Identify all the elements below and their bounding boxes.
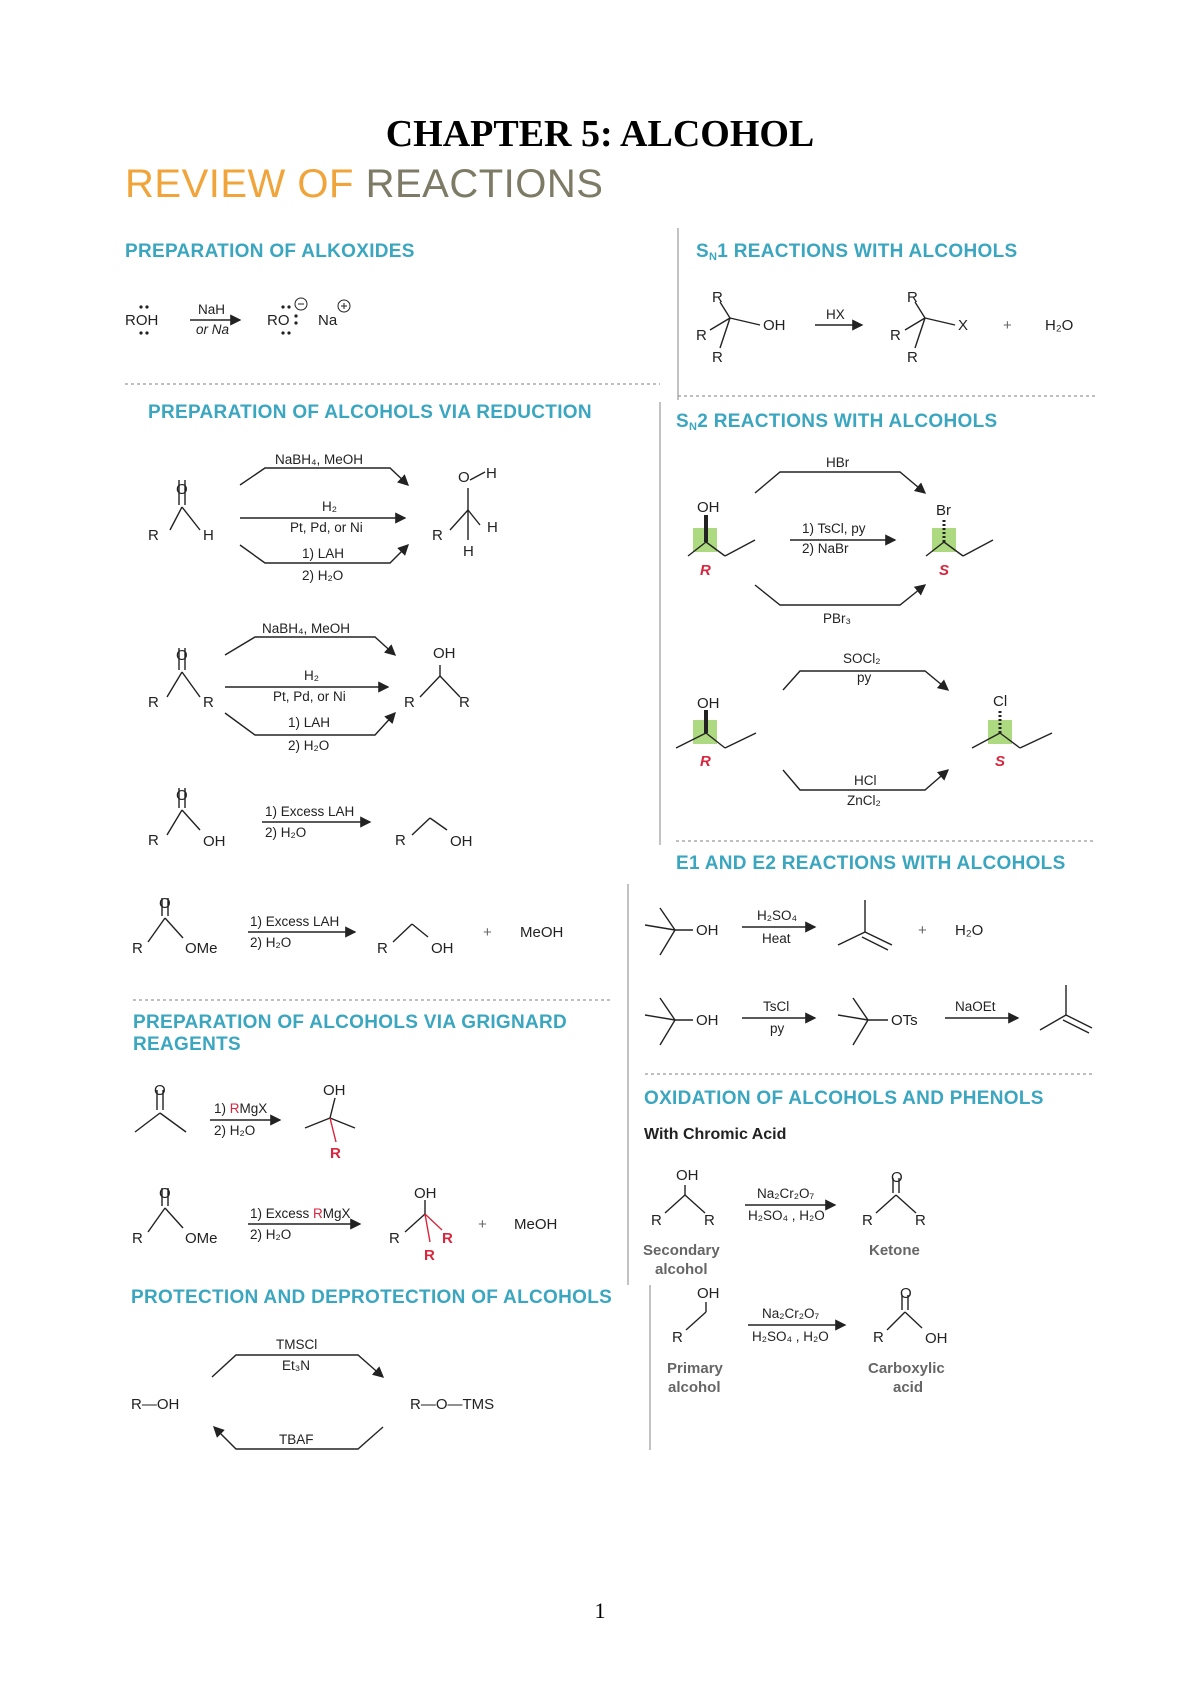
sn2-chloride bbox=[676, 651, 1052, 808]
ox1-prod-oh: OH bbox=[925, 1330, 948, 1347]
ket-r2: R bbox=[203, 694, 214, 711]
sn2-oh: OH bbox=[697, 499, 720, 516]
hcl-label: HCl bbox=[854, 773, 877, 788]
e1-heat: Heat bbox=[762, 931, 791, 946]
grig1-h2o: 2) H₂O bbox=[214, 1123, 256, 1138]
ket-lah: 1) LAH bbox=[288, 715, 331, 730]
sn2b-oh: OH bbox=[697, 695, 720, 712]
ket-prod-r2: R bbox=[459, 694, 470, 711]
oxidation-primary bbox=[667, 1285, 948, 1396]
grig2-r: R bbox=[132, 1230, 143, 1247]
e2-oh: OH bbox=[696, 1012, 719, 1029]
sn2-r-config: R bbox=[700, 562, 711, 579]
ox1-solvent: H₂SO₄ , H₂O bbox=[752, 1329, 829, 1344]
header-protection: PROTECTION AND DEPROTECTION OF ALCOHOLS bbox=[131, 1287, 613, 1308]
tmscl-label: TMSCl bbox=[276, 1337, 318, 1352]
grig1-rmgx-r: R bbox=[229, 1101, 240, 1116]
grig2-h2o: 2) H₂O bbox=[250, 1227, 292, 1242]
grig1-o: O bbox=[154, 1082, 166, 1099]
chapter-title: CHAPTER 5: ALCOHOL bbox=[385, 113, 815, 155]
sn1-oh: OH bbox=[763, 317, 786, 334]
sn2-br: Br bbox=[936, 502, 951, 519]
sn1-s: S bbox=[696, 241, 709, 262]
zncl2-label: ZnCl₂ bbox=[847, 793, 881, 808]
sn1-h2o: H₂O bbox=[1045, 317, 1074, 334]
acid-o: O bbox=[176, 787, 188, 804]
ald-nabh4: NaBH₄, MeOH bbox=[275, 452, 364, 467]
grig1-oh: OH bbox=[323, 1082, 346, 1099]
header-e1e2: E1 AND E2 REACTIONS WITH ALCOHOLS bbox=[676, 853, 1066, 874]
sn2-s: S bbox=[676, 411, 689, 432]
socl2-label: SOCl₂ bbox=[843, 651, 881, 666]
oxidation-secondary bbox=[643, 1167, 926, 1278]
grig2-rmgx bbox=[250, 1206, 351, 1221]
grig2-ome: OMe bbox=[185, 1230, 218, 1247]
e1-reaction bbox=[645, 900, 983, 955]
sn1-reaction bbox=[696, 289, 1073, 366]
ox2-prod-o: O bbox=[891, 1169, 903, 1186]
sn1-plus: + bbox=[1003, 317, 1012, 334]
ox1-prod-o: O bbox=[900, 1285, 912, 1302]
ket-h2: H₂ bbox=[304, 668, 319, 683]
sn2b-r-config: R bbox=[700, 753, 711, 770]
hbr-label: HBr bbox=[826, 455, 850, 470]
e2-naoet: NaOEt bbox=[955, 999, 996, 1014]
ox2-r2: R bbox=[704, 1212, 715, 1229]
nah-label: NaH bbox=[198, 302, 226, 317]
acid-prod-oh: OH bbox=[450, 833, 473, 850]
ester-r: R bbox=[132, 940, 143, 957]
tbaf-label: TBAF bbox=[279, 1432, 314, 1447]
grig1-r: R bbox=[330, 1145, 341, 1162]
grig2-excess: 1) Excess bbox=[250, 1206, 314, 1221]
grig2-meoh: MeOH bbox=[514, 1216, 558, 1233]
sn1-subscript: N bbox=[708, 251, 718, 263]
et3n-label: Et₃N bbox=[282, 1358, 311, 1373]
ald-lah: 1) LAH bbox=[302, 546, 345, 561]
ald-h: H bbox=[203, 527, 214, 544]
header-oxidation: OXIDATION OF ALCOHOLS AND PHENOLS bbox=[644, 1088, 1044, 1109]
e2-py: py bbox=[770, 1021, 785, 1036]
ox2-reagent: Na₂Cr₂O₇ bbox=[757, 1186, 815, 1201]
grignard-line-2: REAGENTS bbox=[133, 1034, 241, 1055]
ester-ome: OMe bbox=[185, 940, 218, 957]
ox2-r1: R bbox=[651, 1212, 662, 1229]
page-number: 1 bbox=[594, 1598, 606, 1623]
grig1-rmgx-mgx: MgX bbox=[239, 1101, 268, 1116]
grignard-ketone bbox=[135, 1082, 355, 1162]
primary-label: Primary bbox=[667, 1360, 723, 1377]
reduction-aldehyde bbox=[148, 452, 498, 583]
e1-oh: OH bbox=[696, 922, 719, 939]
sn2b-cl: Cl bbox=[993, 693, 1008, 710]
e2-ots: OTs bbox=[891, 1012, 918, 1029]
sn2-subscript: N bbox=[688, 421, 698, 433]
acid-prod-r: R bbox=[395, 832, 406, 849]
ox2-solvent: H₂SO₄ , H₂O bbox=[748, 1208, 825, 1223]
grig2-plus: + bbox=[478, 1216, 487, 1233]
grig2-r-red1: R bbox=[442, 1230, 453, 1247]
ester-h2o: 2) H₂O bbox=[250, 935, 292, 950]
sn1-r1: R bbox=[712, 289, 723, 306]
ald-prod-h1: H bbox=[486, 465, 497, 482]
sn1-num: 1 bbox=[717, 241, 729, 262]
sn1-text: REACTIONS WITH ALCOHOLS bbox=[733, 241, 1018, 262]
sn1-x: X bbox=[958, 317, 969, 334]
sn1-r5: R bbox=[890, 327, 901, 344]
or-na-label: or Na bbox=[196, 322, 230, 337]
ketone-label: Ketone bbox=[869, 1242, 920, 1259]
ox2-oh: OH bbox=[676, 1167, 699, 1184]
ox1-oh: OH bbox=[697, 1285, 720, 1302]
reduction-acid bbox=[148, 787, 473, 850]
ester-prod-r: R bbox=[377, 940, 388, 957]
header-alkoxides: PREPARATION OF ALKOXIDES bbox=[125, 241, 415, 262]
grig2-r-red2: R bbox=[424, 1247, 435, 1264]
e1-plus: + bbox=[918, 922, 927, 939]
ester-meoh: MeOH bbox=[520, 924, 564, 941]
sn1-r4: R bbox=[907, 289, 918, 306]
grig2-o: O bbox=[159, 1185, 171, 1202]
ester-plus: + bbox=[483, 924, 492, 941]
grig1-rmgx bbox=[214, 1101, 267, 1116]
pbr3-label: PBr₃ bbox=[823, 611, 852, 626]
secondary-alcohol-label: alcohol bbox=[655, 1261, 708, 1278]
protection-scheme bbox=[131, 1337, 494, 1449]
grig2-prod-r: R bbox=[389, 1230, 400, 1247]
review-word-1: REVIEW OF bbox=[125, 162, 354, 206]
e2-reaction bbox=[645, 985, 1092, 1045]
prot-r-oh: R—OH bbox=[131, 1396, 180, 1413]
ald-prod-o: O bbox=[458, 469, 470, 486]
sn1-r6: R bbox=[907, 349, 918, 366]
chromic-acid-subheading: With Chromic Acid bbox=[644, 1126, 787, 1143]
ket-h2o: 2) H₂O bbox=[288, 738, 330, 753]
e2-tscl: TsCl bbox=[763, 999, 790, 1014]
ester-prod-oh: OH bbox=[431, 940, 454, 957]
review-word-2: REACTIONS bbox=[365, 162, 604, 206]
grig2-rmgx-r: R bbox=[313, 1206, 323, 1221]
grignard-ester bbox=[132, 1185, 557, 1264]
sn2-text: REACTIONS WITH ALCOHOLS bbox=[713, 411, 998, 432]
e1-h2so4: H₂SO₄ bbox=[757, 908, 798, 923]
prot-r-o-tms: R—O—TMS bbox=[410, 1396, 495, 1413]
acid-oh: OH bbox=[203, 833, 226, 850]
ald-ptpd: Pt, Pd, or Ni bbox=[290, 520, 363, 535]
e1-h2o: H₂O bbox=[955, 922, 984, 939]
sn2-s-config: S bbox=[939, 562, 950, 579]
ox2-prod-r1: R bbox=[862, 1212, 873, 1229]
ox2-prod-r2: R bbox=[915, 1212, 926, 1229]
nabr-label: 2) NaBr bbox=[802, 541, 849, 556]
ket-nabh4: NaBH₄, MeOH bbox=[262, 621, 351, 636]
acid-h2o: 2) H₂O bbox=[265, 825, 307, 840]
ket-o: O bbox=[176, 647, 188, 664]
grig2-rmgx-mgx: MgX bbox=[322, 1206, 351, 1221]
ald-o: O bbox=[176, 481, 188, 498]
sn2-num: 2 bbox=[697, 411, 709, 432]
py-label: py bbox=[857, 670, 872, 685]
reduction-ester bbox=[132, 895, 563, 957]
sn1-r2: R bbox=[696, 327, 707, 344]
alkoxide-reaction bbox=[125, 298, 350, 337]
roh-label: ROH bbox=[125, 312, 159, 329]
secondary-label: Secondary bbox=[643, 1242, 720, 1259]
ket-ptpd: Pt, Pd, or Ni bbox=[273, 689, 346, 704]
sn2-bromide bbox=[688, 455, 993, 626]
acid-excess-lah: 1) Excess LAH bbox=[265, 804, 355, 819]
reduction-ketone bbox=[148, 621, 470, 753]
ox1-prod-r: R bbox=[873, 1329, 884, 1346]
na-label: Na bbox=[318, 312, 338, 329]
ket-prod-r1: R bbox=[404, 694, 415, 711]
grignard-line-1: PREPARATION OF ALCOHOLS VIA GRIGNARD bbox=[133, 1012, 568, 1033]
acid-label: acid bbox=[893, 1379, 924, 1396]
ald-prod-h3: H bbox=[463, 543, 474, 560]
carboxylic-label: Carboxylic bbox=[868, 1360, 945, 1377]
ket-prod-oh: OH bbox=[433, 645, 456, 662]
ket-r1: R bbox=[148, 694, 159, 711]
ester-o: O bbox=[159, 895, 171, 912]
grig2-oh: OH bbox=[414, 1185, 437, 1202]
ester-excess-lah: 1) Excess LAH bbox=[250, 914, 340, 929]
tscl-py-label: 1) TsCl, py bbox=[802, 521, 866, 536]
ro-label: RO bbox=[267, 312, 290, 329]
header-reduction: PREPARATION OF ALCOHOLS VIA REDUCTION bbox=[148, 402, 592, 423]
hx-label: HX bbox=[826, 307, 845, 322]
sn2b-s-config: S bbox=[995, 753, 1006, 770]
ald-prod-h2: H bbox=[487, 519, 498, 536]
ald-h2o: 2) H₂O bbox=[302, 568, 344, 583]
primary-alcohol-label: alcohol bbox=[668, 1379, 721, 1396]
acid-r: R bbox=[148, 832, 159, 849]
sn1-r3: R bbox=[712, 349, 723, 366]
ald-prod-r: R bbox=[432, 527, 443, 544]
ald-h2: H₂ bbox=[322, 499, 337, 514]
ox1-r: R bbox=[672, 1329, 683, 1346]
grig1-rmgx-num: 1) bbox=[214, 1101, 230, 1116]
ald-r: R bbox=[148, 527, 159, 544]
ox1-reagent: Na₂Cr₂O₇ bbox=[762, 1306, 820, 1321]
